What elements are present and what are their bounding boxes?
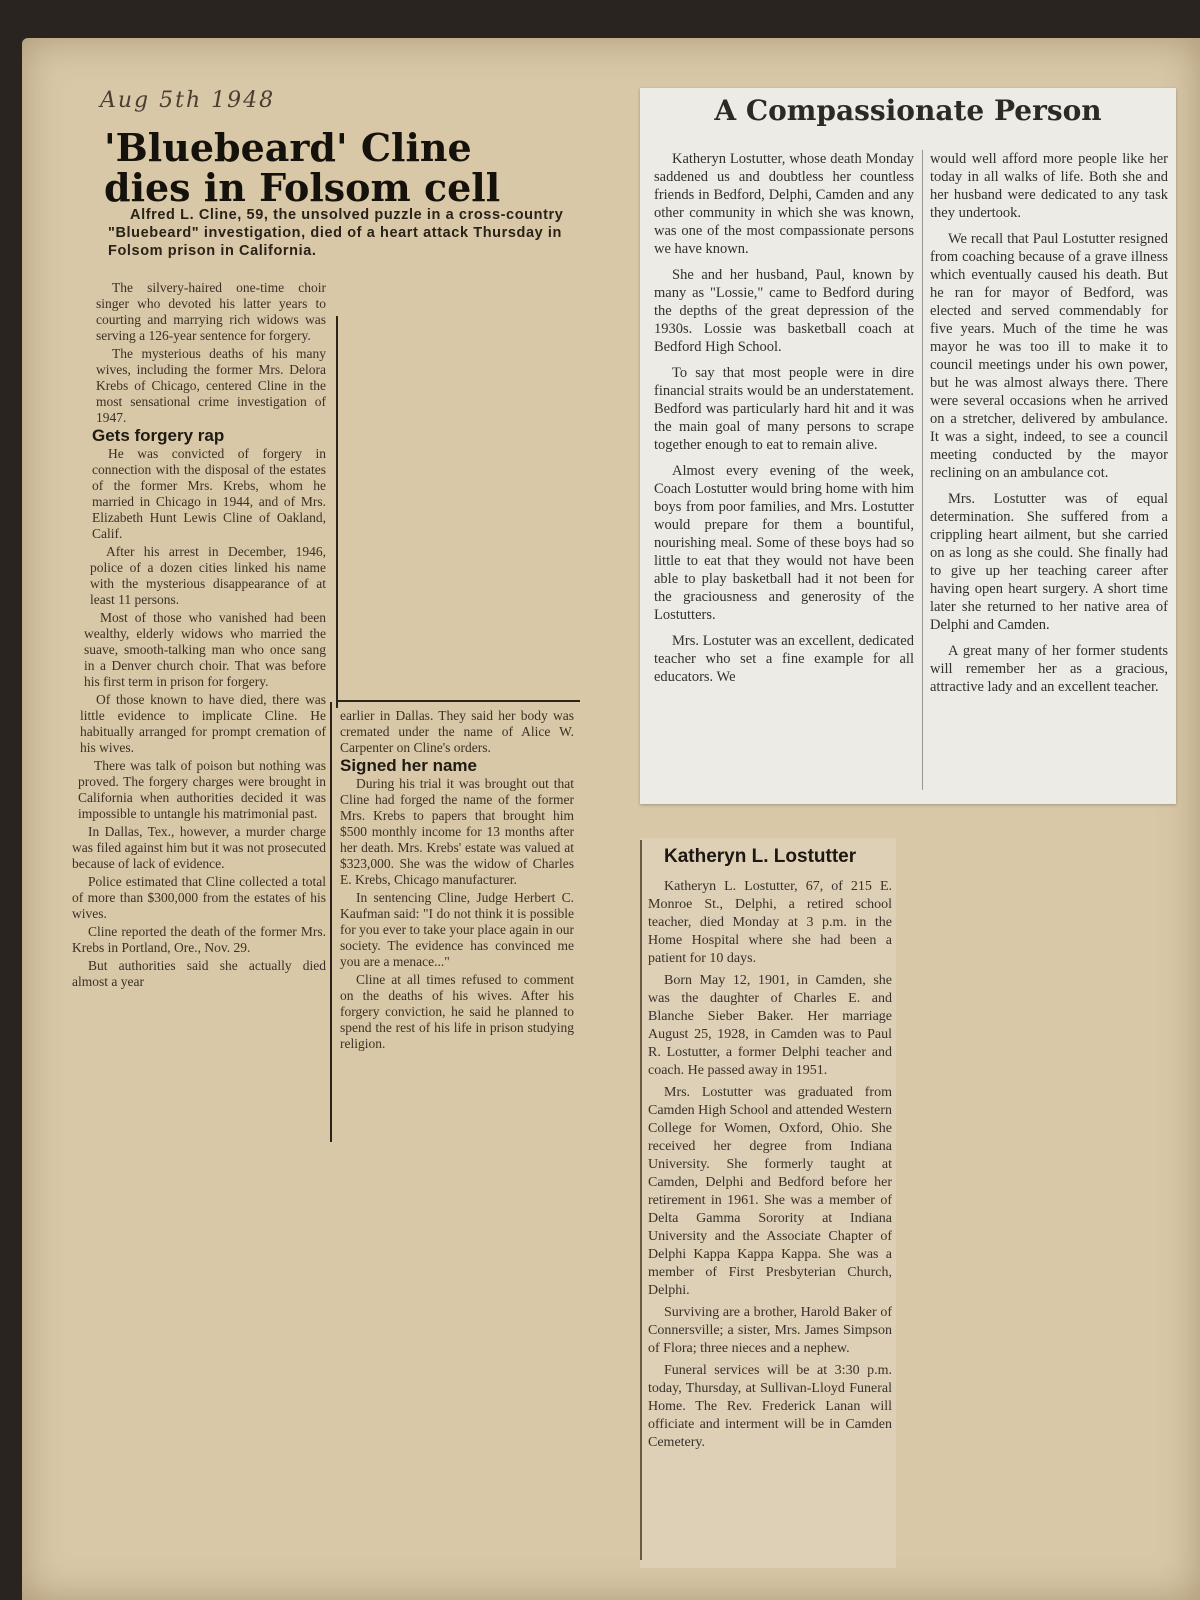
paragraph: Mrs. Lostuter was an excellent, dedicated teacher who set a fine example for all educators. We (654, 633, 914, 685)
paragraph: Born May 12, 1901, in Camden, she was the daughter of Charles E. and Blanche Sieber Baker. Her marriage August 25, 1928, in Camden was to Paul R. Lostutter, a former Delphi teacher and coach. He passed away in 1951. (648, 973, 892, 1078)
paragraph: would well afford more people like her today in all walks of life. Both she and her husband were dedicated to any task they undertook. (930, 151, 1168, 221)
paragraph: Of those known to have died, there was little evidence to implicate Cline. He habitually arranged for prompt cremation of his wives. (80, 692, 326, 755)
paragraph: Surviving are a brother, Harold Baker of Connersville; a sister, Mrs. James Simpson of Flora; three nieces and a nephew. (648, 1305, 892, 1356)
paragraph: During his trial it was brought out that Cline had forged the name of the former Mrs. Krebs to papers that brought him $500 monthly income for 13 months after her death. Mrs. Krebs' estate was valued at $323,000. She was the widow of Charles E. Krebs, Chicago manufacturer. (340, 776, 574, 887)
paragraph: The silvery-haired one-time choir singer who devoted his latter years to courting and marrying rich widows was serving a 126-year sentence for forgery. (96, 280, 326, 343)
editorial-column-2 (930, 150, 1168, 796)
paragraph: Katheryn Lostutter, whose death Monday saddened us and doubtless her countless friends in Bedford, Delphi, Camden and any other community in which she was known, was one of the most compassionate persons we have known. (654, 151, 914, 257)
obituary-body (648, 878, 892, 1456)
paragraph: Most of those who vanished had been wealthy, elderly widows who married the suave, smooth-talking man who once sang in a Denver church choir. That was before his first term in prison for forgery. (84, 610, 326, 689)
column-rule (640, 840, 642, 1560)
headline: 'Bluebeard' Cline dies in Folsom cell (104, 125, 501, 210)
column-rule (336, 316, 338, 708)
obituary-clipping (640, 838, 896, 1568)
paragraph: A great many of her former students will remember her as a gracious, attractive lady and an excellent teacher. (930, 643, 1168, 695)
paragraph: In Dallas, Tex., however, a murder charge was filed against him but it was not prosecuted because of lack of evidence. (72, 824, 326, 871)
paragraph: The mysterious deaths of his many wives, including the former Mrs. Delora Krebs of Chicago, centered Cline in the most sensational crime investigation of 1947. (96, 346, 326, 425)
paragraph: We recall that Paul Lostutter resigned from coaching because of a grave illness which eventually caused his death. But he ran for mayor of Bedford, was elected and served commendably for five years. Much of the time he was mayor he was too ill to make it to council meetings under his own power, but he was almost always there. There were several occasions when he arrived on a stretcher, delivered by ambulance. It was a sight, indeed, to see a council meeting conducted by the mayor reclining on an ambulance cot. (930, 231, 1168, 481)
paragraph: In sentencing Cline, Judge Herbert C. Kaufman said: "I do not think it is possible for you ever to take your place again in our society. The evidence has convinced me you are a menace..." (340, 890, 574, 969)
paragraph: But authorities said she actually died almost a year (72, 958, 326, 989)
paragraph: earlier in Dallas. They said her body was cremated under the name of Alice W. Carpenter on Cline's orders. (340, 708, 574, 755)
subheading: Gets forgery rap (92, 426, 225, 445)
paragraph: Almost every evening of the week, Coach Lostutter would bring home with him boys from poor families, and Mrs. Lostutter would prepare for them a bountiful, nourishing meal. Some of these boys had so little to eat that they would not have been able to play basketball had it not been for the graciousness and generosity of the Lostutters. (654, 463, 914, 623)
paragraph: To say that most people were in dire financial straits would be an understatement. Bedford was particularly hard hit and it was the main goal of many persons to scrape together enough to eat to remain alive. (654, 365, 914, 453)
editorial-column-1 (654, 150, 914, 796)
editorial-title: A Compassionate Person (714, 94, 1102, 127)
handwritten-date: Aug 5th 1948 (100, 88, 276, 113)
column-rule (922, 150, 923, 790)
paragraph: There was talk of poison but nothing was proved. The forgery charges were brought in California when authorities decided it was impossible to untangle his matrimonial past. (78, 758, 326, 821)
paragraph: Cline at all times refused to comment on the deaths of his wives. After his forgery conviction, he said he planned to spend the rest of his life in prison studying religion. (340, 972, 574, 1051)
compassionate-person-clipping (640, 88, 1176, 804)
paragraph: He was convicted of forgery in connection with the disposal of the estates of the former Mrs. Krebs, whom he married in Chicago in 1944, and of Mrs. Elizabeth Hunt Lewis Cline of Oakland, Calif. (92, 446, 326, 541)
bluebeard-column-1 (72, 280, 326, 1160)
paragraph: Mrs. Lostutter was graduated from Camden High School and attended Western College for Women, Oxford, Ohio. She received her degree from Indiana University. She formerly taught at Camden, Delphi and Bedford before her retirement in 1961. She was a member of Delta Gamma Sorority at Indiana University and the Associate Chapter of Delphi Kappa Kappa Kappa. She was a member of First Presbyterian Church, Delphi. (648, 1085, 892, 1298)
paragraph: Funeral services will be at 3:30 p.m. today, Thursday, at Sullivan-Lloyd Funeral Home. The Rev. Frederick Lanan will officiate and interment will be in Camden Cemetery. (648, 1363, 892, 1450)
bluebeard-column-2 (340, 708, 574, 1148)
lead-paragraph: Alfred L. Cline, 59, the unsolved puzzle in a cross-country "Bluebeard" investigation, died of a heart attack Thursday in Folsom prison in California. (108, 207, 564, 259)
paragraph: Cline reported the death of the former Mrs. Krebs in Portland, Ore., Nov. 29. (72, 924, 326, 955)
obituary-title: Katheryn L. Lostutter (664, 846, 857, 867)
paragraph: Police estimated that Cline collected a total of more than $300,000 from the estates of his wives. (72, 874, 326, 921)
paragraph: Mrs. Lostutter was of equal determination. She suffered from a crippling heart ailment, but she carried on as long as she could. She finally had to give up her teaching career after having open heart surgery. A short time later she returned to her native area of Delphi and Camden. (930, 491, 1168, 633)
column-rule (336, 700, 580, 702)
paragraph: She and her husband, Paul, known by many as "Lossie," came to Bedford during the depths of the great depression of the 1930s. Lossie was basketball coach at Bedford High School. (654, 267, 914, 355)
subheading: Signed her name (340, 756, 477, 775)
column-rule (330, 702, 332, 1142)
paragraph: Katheryn L. Lostutter, 67, of 215 E. Monroe St., Delphi, a retired school teacher, died Monday at 3 p.m. in the Home Hospital where she had been a patient for 10 days. (648, 879, 892, 966)
paragraph: After his arrest in December, 1946, police of a dozen cities linked his name with the mysterious disappearance of at least 11 persons. (90, 544, 326, 607)
